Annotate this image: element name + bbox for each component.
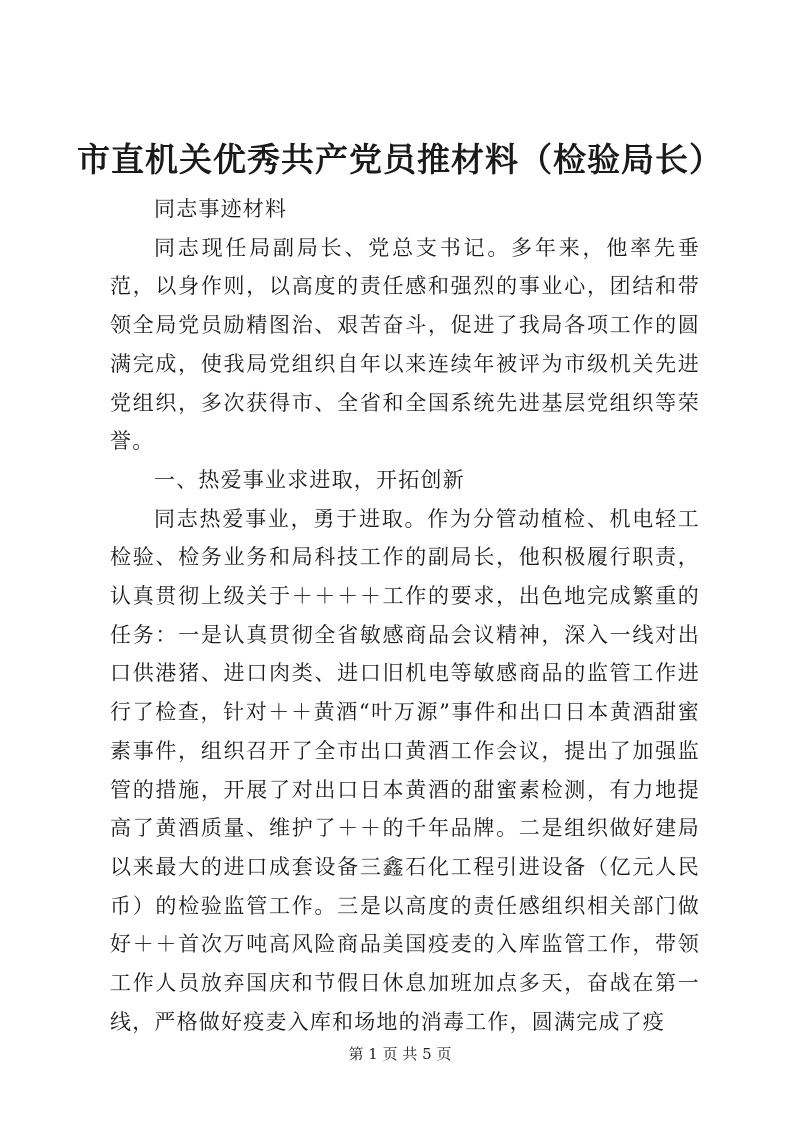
section-heading: 一、热爱事业求进取，开拓创新 <box>154 467 465 492</box>
paragraph-main: 同志热爱事业，勇于进取。作为分管动植检、机电轻工检验、检务业务和局科技工作的副局长，他积极履行职责，认真贯彻上级关于＋＋＋＋工作的要求，出色地完成繁重的任务：一是认真贯彻全省敏感商品会议精神，深入一线对出口供港猪、进口肉类、进口旧机电等敏感商品的监管工作进行了检查，针对＋＋黄酒“叶万源”事件和出口日本黄酒甜蜜素事件，组织召开了全市出口黄酒工作会议，提出了加强监管的措施，开展了对出口日本黄酒的甜蜜素检测，有力地提高了黄酒质量、维护了＋＋的千年品牌。二是组织做好建局以来最大的进口成套设备三鑫石化工程引进设备（亿元人民币）的检验监管工作。三是以高度的责任感组织相关部门做好＋＋首次万吨高风险商品美国疫麦的入库监管工作，带领工作人员放弃国庆和节假日休息加班加点多天，奋战在第一线，严格做好疫麦入库和场地的消毒工作，圆满完成了疫 <box>110 506 700 1034</box>
document-title: 市直机关优秀共产党员推材料（检验局长） <box>77 140 723 179</box>
paragraph-intro: 同志现任局副局长、党总支书记。多年来，他率先垂范，以身作则，以高度的责任感和强烈的事业心，团结和带领全局党员励精图治、艰苦奋斗，促进了我局各项工作的圆满完成，使我局党组织自年以来连续年被评为市级机关先进党组织，多次获得市、全省和全国系统先进基层党组织等荣誉。 <box>110 235 700 454</box>
paragraph-subtitle: 同志事迹材料 <box>154 197 288 221</box>
document-body <box>110 190 700 1041</box>
page-footer: 第 1 页 共 5 页 <box>348 1045 452 1063</box>
